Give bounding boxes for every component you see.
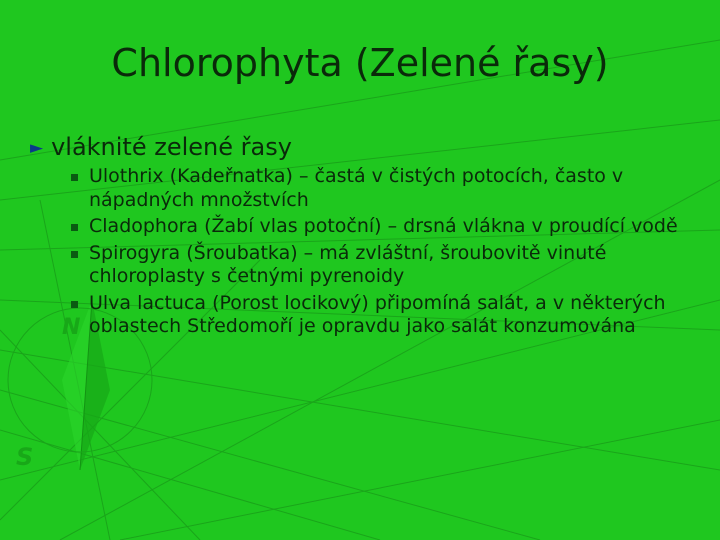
square-bullet-icon [71, 301, 78, 308]
slide-title: Chlorophyta (Zelené řasy) [111, 41, 609, 85]
list-item [70, 215, 705, 239]
list-item [70, 242, 705, 289]
list-item [70, 165, 705, 212]
svg-text:N: N [62, 315, 81, 340]
bullet-text: vláknité zelené řasy [51, 133, 292, 161]
svg-text:S: S [16, 443, 34, 471]
bullet-level-1 [30, 132, 292, 163]
triangle-bullet-icon: ► [30, 138, 44, 158]
list-item [70, 292, 705, 339]
list-item-text: Ulothrix (Kadeřnatka) – častá v čistých potocích, často v nápadných množstvích [89, 165, 624, 211]
square-bullet-icon [71, 251, 78, 258]
square-bullet-icon [71, 174, 78, 181]
list-item-text: Cladophora (Žabí vlas potoční) – drsná vlákna v proudící vodě [89, 215, 678, 237]
square-bullet-icon [71, 224, 78, 231]
list-item-text: Ulva lactuca (Porost locikový) připomíná salát, a v některých oblastech Středomoří je opravdu jako salát konzumována [89, 291, 666, 337]
sub-bullet-list [70, 165, 705, 342]
list-item-text: Spirogyra (Šroubatka) – má zvláštní, šroubovitě vinuté chloroplasty s četnými pyrenoidy [89, 241, 607, 287]
